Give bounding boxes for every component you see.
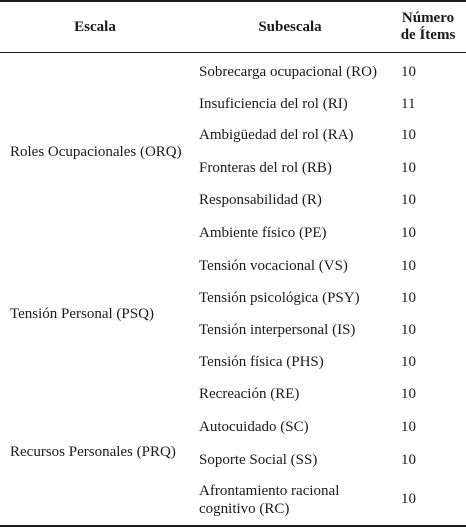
- header-numero-line2: de Ítems: [400, 27, 456, 43]
- header-rule: [0, 52, 466, 53]
- items-count-cell: 10: [401, 322, 416, 338]
- header-numero-items: [396, 10, 460, 44]
- items-count-cell: 10: [401, 290, 416, 306]
- items-count-cell: 10: [401, 386, 416, 402]
- subscale-cell: Fronteras del rol (RB): [199, 160, 332, 176]
- subscale-cell: Recreación (RE): [199, 386, 300, 402]
- table-top-rule: [0, 0, 466, 2]
- header-escala: Escala: [74, 19, 116, 35]
- subscale-cell: Autocuidado (SC): [199, 419, 309, 435]
- header-subescala: Subescala: [258, 19, 322, 35]
- subscale-cell: Tensión física (PHS): [199, 354, 324, 370]
- scale-recursos-personales: Recursos Personales (PRQ): [10, 444, 176, 460]
- subscale-cell: Tensión psicológica (PSY): [199, 290, 360, 306]
- items-count-cell: 10: [401, 419, 416, 435]
- scale-tension-personal: Tensión Personal (PSQ): [10, 306, 154, 322]
- items-count-cell: 10: [401, 192, 416, 208]
- items-count-cell: 11: [401, 96, 416, 112]
- subscale-cell: Responsabilidad (R): [199, 192, 322, 208]
- subscale-cell: Tensión vocacional (VS): [199, 258, 348, 274]
- items-count-cell: 10: [401, 225, 416, 241]
- subscale-cell: Insuficiencia del rol (RI): [199, 96, 348, 112]
- table-bottom-rule: [0, 525, 466, 527]
- subscale-cell: Ambiente físico (PE): [199, 225, 327, 241]
- items-count-cell: 10: [401, 64, 416, 80]
- subscale-cell: Soporte Social (SS): [199, 452, 318, 468]
- items-count-cell: 10: [401, 127, 416, 143]
- subscale-cell: Sobrecarga ocupacional (RO): [199, 64, 377, 80]
- items-count-cell: 10: [401, 452, 416, 468]
- items-count-cell: 10: [401, 491, 416, 507]
- scale-roles-ocupacionales: Roles Ocupacionales (ORQ): [10, 144, 182, 160]
- items-count-cell: 10: [401, 160, 416, 176]
- subscale-cell: Ambigüedad del rol (RA): [199, 127, 354, 143]
- items-count-cell: 10: [401, 354, 416, 370]
- subscale-cell: Tensión interpersonal (IS): [199, 322, 356, 338]
- subscale-cell: Afrontamiento racional cognitivo (RC): [199, 483, 340, 517]
- items-count-cell: 10: [401, 258, 416, 274]
- header-numero-line1: Número: [401, 10, 455, 26]
